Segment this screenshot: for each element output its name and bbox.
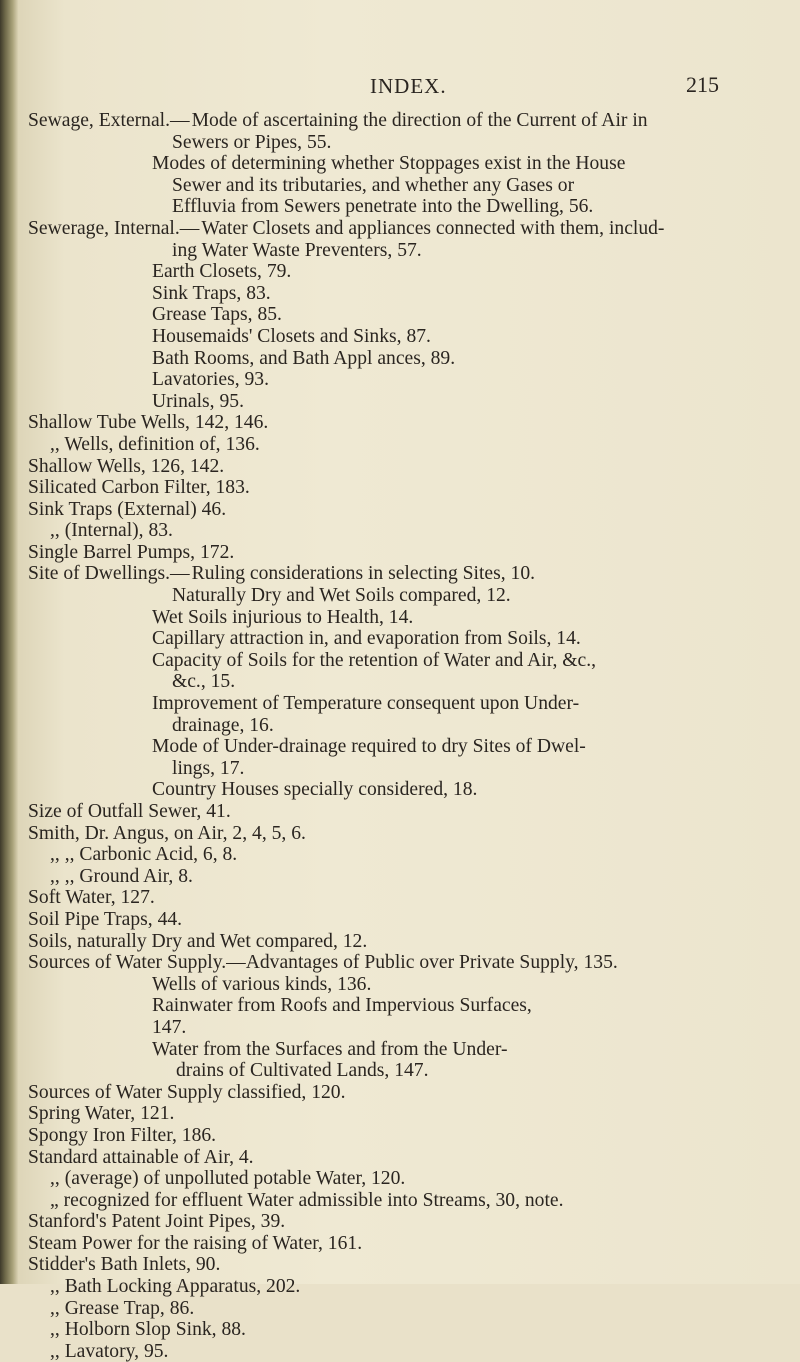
index-entry-text: Water from the Surfaces and from the Under-	[152, 1038, 508, 1060]
index-entry	[28, 650, 788, 672]
index-entry	[28, 477, 788, 499]
index-entry-text: Sewer and its tributaries, and whether any Gases or	[172, 174, 575, 196]
index-entry	[28, 974, 788, 996]
index-entry-text: ,, ,, Carbonic Acid, 6, 8.	[50, 844, 238, 866]
page-title: INDEX.	[370, 74, 447, 98]
index-entry	[28, 887, 788, 909]
index-entry	[28, 326, 788, 348]
index-entry-text: Smith, Dr. Angus, on Air, 2, 4, 5, 6.	[28, 822, 306, 844]
index-entry-text: Sink Traps (External) 46.	[28, 498, 227, 520]
index-entry-text: Stidder's Bath Inlets, 90.	[28, 1254, 221, 1276]
index-entry-text: ,, Holborn Slop Sink, 88.	[50, 1319, 246, 1341]
index-entry	[28, 1168, 788, 1190]
index-entry-text: Soil Pipe Traps, 44.	[28, 908, 183, 930]
index-entry	[28, 110, 788, 132]
index-entry-text: Mode of Under-drainage required to dry Sites of Dwel-	[152, 736, 586, 758]
index-entry-text: Lavatories, 93.	[152, 369, 269, 391]
index-entry-heading: Sewage, External.—	[28, 110, 190, 131]
index-entry	[28, 563, 788, 585]
index-entry-text: Mode of ascertaining the direction of the Current of Air in	[191, 110, 648, 131]
index-entry	[28, 844, 788, 866]
index-entry-text: Water Closets and appliances connected with them, includ-	[201, 217, 665, 239]
index-entry-text: Shallow Wells, 126, 142.	[28, 455, 225, 477]
index-entry-text: ,, Grease Trap, 86.	[50, 1297, 195, 1319]
index-entry-text: Rainwater from Roofs and Impervious Surfaces,	[152, 995, 532, 1017]
index-entry-text: Soft Water, 127.	[28, 887, 155, 909]
index-entry	[28, 240, 788, 262]
index-entry	[28, 283, 788, 305]
index-entry-text: Capillary attraction in, and evaporation from Soils, 14.	[152, 628, 581, 650]
index-entry	[28, 391, 788, 413]
index-entry	[28, 715, 788, 737]
page-header	[18, 72, 800, 102]
index-entry-text: Stanford's Patent Joint Pipes, 39.	[28, 1211, 286, 1233]
index-entry-text: ,, Bath Locking Apparatus, 202.	[50, 1276, 301, 1298]
index-entry	[28, 693, 788, 715]
index-entry	[28, 801, 788, 823]
index-entries	[28, 110, 788, 1362]
index-entry-text: Bath Rooms, and Bath Appl ances, 89.	[152, 347, 456, 369]
index-entry-text: Naturally Dry and Wet Soils compared, 12.	[172, 585, 511, 607]
book-page	[18, 0, 800, 1362]
index-entry-text: Size of Outfall Sewer, 41.	[28, 801, 231, 822]
book-spine-shadow	[0, 0, 18, 1284]
index-entry-text: &c., 15.	[172, 671, 236, 693]
index-entry-text: lings, 17.	[172, 757, 245, 779]
index-entry-text: Silicated Carbon Filter, 183.	[28, 477, 250, 499]
index-entry-text: Country Houses specially considered, 18.	[152, 779, 478, 801]
index-entry	[28, 1211, 788, 1233]
index-entry-heading: Sewerage, Internal.—	[28, 217, 200, 239]
index-entry-text: Spring Water, 121.	[28, 1103, 175, 1125]
index-entry-text: Sources of Water Supply classified, 120.	[28, 1081, 346, 1103]
index-entry	[28, 607, 788, 629]
index-entry	[28, 175, 788, 197]
index-entry	[28, 1319, 788, 1341]
index-entry-text: Modes of determining whether Stoppages exist in the House	[152, 153, 626, 175]
index-entry	[28, 1254, 788, 1276]
index-entry-text: drains of Cultivated Lands, 147.	[176, 1060, 429, 1082]
index-entry-text: Sewers or Pipes, 55.	[172, 131, 332, 153]
index-entry	[28, 218, 788, 240]
index-entry	[28, 779, 788, 801]
index-entry-text: Improvement of Temperature consequent upon Under-	[152, 693, 580, 715]
index-entry-text: ,, Wells, definition of, 136.	[50, 433, 260, 455]
index-entry-text: Sink Traps, 83.	[152, 282, 271, 304]
index-entry-text: Earth Closets, 79.	[152, 261, 292, 283]
index-entry-text: ,, (Internal), 83.	[50, 520, 173, 542]
index-entry	[28, 1017, 788, 1039]
index-entry-text: drainage, 16.	[172, 714, 274, 736]
index-entry	[28, 1103, 788, 1125]
index-entry	[28, 348, 788, 370]
index-entry	[28, 434, 788, 456]
index-entry	[28, 1125, 788, 1147]
index-entry	[28, 758, 788, 780]
index-entry-text: Sources of Water Supply.—Advantages of Public over Private Supply, 135.	[28, 952, 618, 974]
index-entry	[28, 412, 788, 434]
index-entry-text: Spongy Iron Filter, 186.	[28, 1124, 217, 1146]
index-entry-text: Ruling considerations in selecting Sites, 10.	[191, 563, 536, 585]
index-entry	[28, 520, 788, 542]
index-entry	[28, 499, 788, 521]
index-entry-text: Housemaids' Closets and Sinks, 87.	[152, 325, 431, 347]
index-entry	[28, 823, 788, 845]
index-entry	[28, 736, 788, 758]
page-number: 215	[686, 72, 719, 97]
index-entry-text: ,, (average) of unpolluted potable Water, 120.	[50, 1168, 406, 1190]
index-entry	[28, 628, 788, 650]
index-entry-text: Standard attainable of Air, 4.	[28, 1146, 254, 1168]
index-entry-text: Grease Taps, 85.	[152, 304, 282, 326]
index-entry-heading: Site of Dwellings.—	[28, 563, 190, 585]
index-entry-text: ,, ,, Ground Air, 8.	[50, 865, 193, 887]
index-entry-text: Wet Soils injurious to Health, 14.	[152, 606, 414, 628]
index-entry	[28, 995, 788, 1017]
index-entry	[28, 1190, 788, 1212]
index-entry	[28, 196, 788, 218]
index-entry	[28, 866, 788, 888]
index-entry	[28, 132, 788, 154]
index-entry-text: Steam Power for the raising of Water, 161.	[28, 1232, 363, 1254]
index-entry-text: Wells of various kinds, 136.	[152, 973, 372, 995]
index-entry	[28, 952, 788, 974]
index-entry-text: Shallow Tube Wells, 142, 146.	[28, 412, 269, 434]
index-entry	[28, 1233, 788, 1255]
index-entry	[28, 542, 788, 564]
index-entry	[28, 456, 788, 478]
index-entry	[28, 1298, 788, 1320]
index-entry-text: ,, Lavatory, 95.	[50, 1340, 169, 1362]
index-entry	[28, 1341, 788, 1362]
index-entry-text: Soils, naturally Dry and Wet compared, 12.	[28, 930, 368, 952]
index-entry	[28, 1147, 788, 1169]
index-entry	[28, 585, 788, 607]
index-entry-text: „ recognized for effluent Water admissible into Streams, 30, note.	[50, 1189, 564, 1211]
index-entry	[28, 671, 788, 693]
index-entry	[28, 153, 788, 175]
index-entry	[28, 1060, 788, 1082]
index-entry-text: Capacity of Soils for the retention of Water and Air, &c.,	[152, 649, 597, 671]
index-entry	[28, 369, 788, 391]
index-entry	[28, 304, 788, 326]
index-entry	[28, 261, 788, 283]
index-entry	[28, 909, 788, 931]
index-entry	[28, 931, 788, 953]
index-entry	[28, 1039, 788, 1061]
index-entry-text: Effluvia from Sewers penetrate into the Dwelling, 56.	[172, 196, 594, 218]
index-entry-text: 147.	[152, 1016, 187, 1038]
index-entry-text: ing Water Waste Preventers, 57.	[172, 239, 422, 261]
index-entry	[28, 1082, 788, 1104]
index-entry-text: Single Barrel Pumps, 172.	[28, 541, 235, 563]
index-entry-text: Urinals, 95.	[152, 390, 244, 412]
index-entry	[28, 1276, 788, 1298]
